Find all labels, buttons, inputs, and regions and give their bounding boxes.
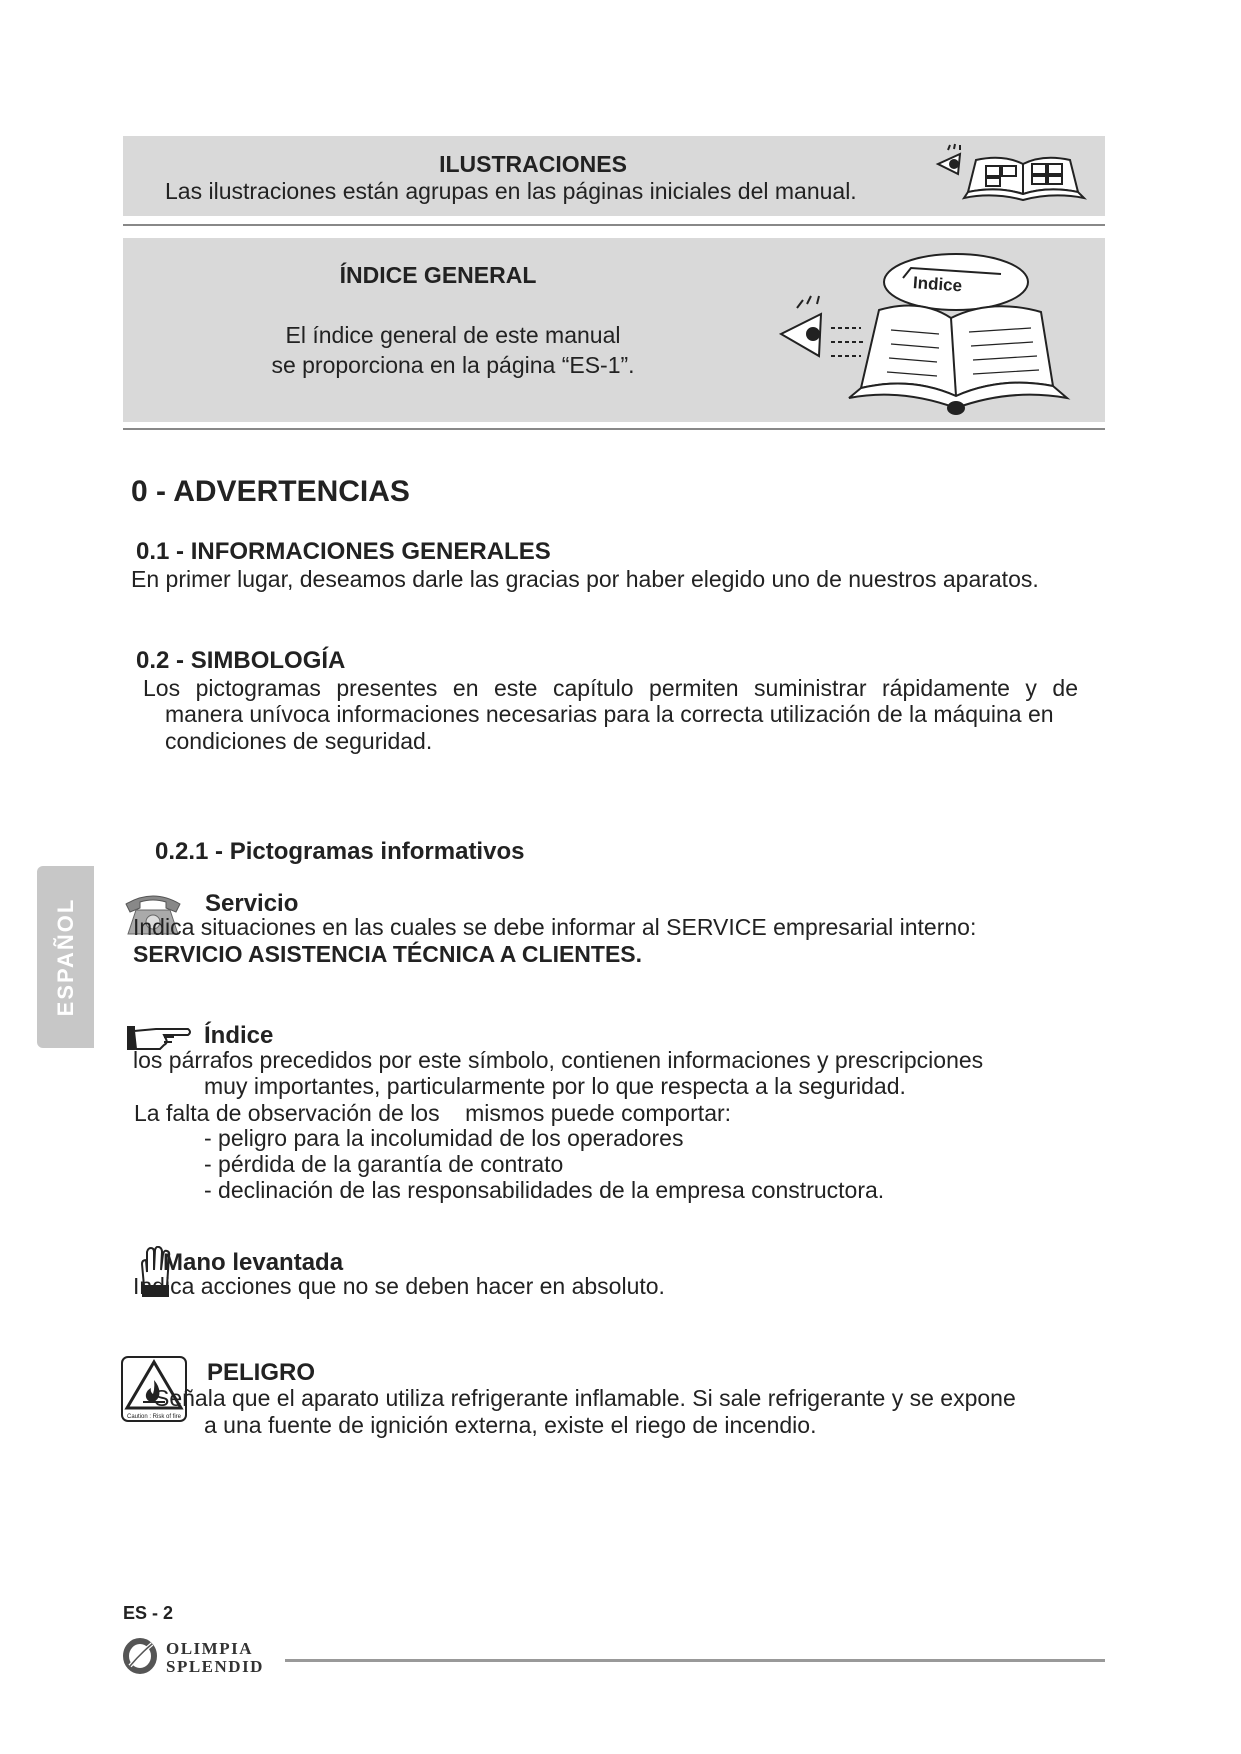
illustrations-title: ILUSTRACIONES — [439, 151, 627, 177]
servicio-title: Servicio — [205, 890, 299, 917]
language-side-tab-label: ESPAÑOL — [52, 897, 78, 1017]
page-number: ES - 2 — [123, 1603, 174, 1623]
open-book-eye-icon — [928, 142, 1103, 212]
logo-text-line1: OLIMPIA — [166, 1639, 253, 1658]
section-01-text: En primer lugar, deseamos darle las gracias por haber elegido uno de nuestros aparatos. — [131, 566, 1039, 592]
section-02-line3: condiciones de seguridad. — [165, 728, 433, 754]
index-text-line2: se proporciona en la página “ES-1”. — [271, 352, 635, 378]
illustrations-text: Las ilustraciones están agrupas en las páginas iniciales del manual. — [165, 178, 857, 204]
section-01-title: 0.1 - INFORMACIONES GENERALES — [136, 538, 551, 565]
illustrations-box — [123, 136, 1105, 216]
footer-line — [285, 1659, 1105, 1662]
servicio-line2: SERVICIO ASISTENCIA TÉCNICA A CLIENTES. — [133, 941, 643, 967]
mano-text: Indica acciones que no se deben hacer en absoluto. — [133, 1273, 665, 1299]
peligro-title: PELIGRO — [207, 1359, 316, 1386]
index-box — [123, 238, 1105, 422]
peligro-line2: a una fuente de ignición externa, existe el riego de incendio. — [204, 1412, 817, 1438]
olimpia-splendid-logo-icon — [122, 1636, 162, 1676]
indice-line3: La falta de observación de los mismos puede comportar: — [134, 1100, 732, 1126]
indice-line1: los párrafos precedidos por este símbolo, contienen informaciones y prescripciones — [133, 1047, 984, 1073]
indice-line2: muy importantes, particularmente por lo que respecta a la seguridad. — [204, 1073, 906, 1099]
language-side-tab — [37, 866, 94, 1048]
mano-title: Mano levantada — [163, 1249, 344, 1276]
section-02-line1: Los pictogramas presentes en este capítulo permiten suministrar rápidamente y de — [143, 675, 1078, 701]
indice-list-item: - pérdida de la garantía de contrato — [204, 1151, 564, 1177]
logo-text-line2: SPLENDID — [166, 1657, 264, 1676]
flame-warning-caption: Caution : Risk of fire — [126, 1414, 182, 1420]
index-text-line1: El índice general de este manual — [285, 322, 621, 348]
index-title: ÍNDICE GENERAL — [339, 262, 537, 288]
indice-title: Índice — [204, 1022, 274, 1049]
section-0-title: 0 - ADVERTENCIAS — [131, 475, 410, 508]
indice-list-item: - declinación de las responsabilidades de la empresa constructora. — [204, 1177, 885, 1203]
section-02-line2: manera unívoca informaciones necesarias para la correcta utilización de la máquina en — [165, 701, 1054, 727]
open-book-index-icon — [751, 248, 1091, 418]
indice-list-item: - peligro para la incolumidad de los operadores — [204, 1125, 684, 1151]
divider — [123, 224, 1105, 226]
section-02-title: 0.2 - SIMBOLOGÍA — [136, 647, 346, 674]
servicio-line1: Indica situaciones en las cuales se debe informar al SERVICE empresarial interno: — [133, 914, 977, 940]
index-bubble-label: Indice — [912, 273, 963, 296]
divider — [123, 428, 1105, 430]
section-021-title: 0.2.1 - Pictogramas informativos — [155, 838, 525, 865]
peligro-line1: Señala que el aparato utiliza refrigerante inflamable. Si sale refrigerante y se expone — [154, 1385, 1016, 1411]
